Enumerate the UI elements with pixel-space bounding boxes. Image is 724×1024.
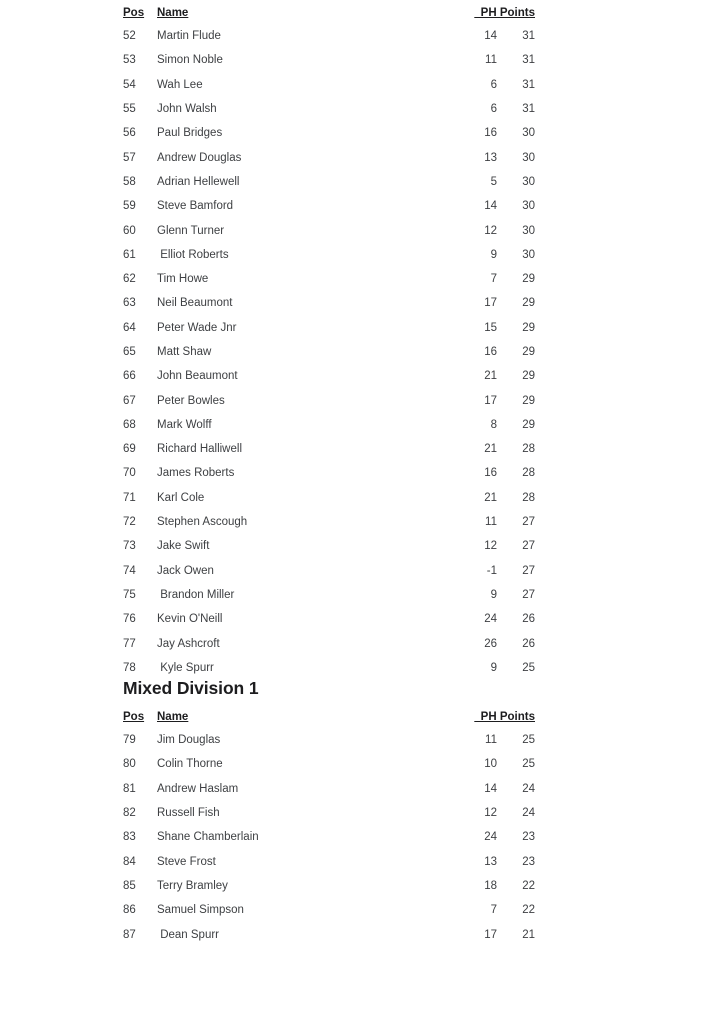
points-cell: 28: [522, 467, 535, 480]
ph-cell: 9: [490, 248, 497, 261]
points-cell: 30: [522, 151, 535, 164]
points-cell: 27: [522, 588, 535, 601]
name-cell: Jay Ashcroft: [157, 637, 220, 650]
ph-cell: 14: [484, 30, 497, 43]
pos-cell: 75: [123, 588, 136, 601]
ph-cell: 12: [484, 807, 497, 820]
name-cell: Jack Owen: [157, 564, 214, 577]
table-row: [123, 607, 724, 631]
pos-cell: 56: [123, 127, 136, 140]
table-row: [123, 243, 724, 267]
ph-cell: 11: [485, 54, 497, 67]
name-cell: Stephen Ascough: [157, 516, 248, 529]
table-row: [123, 801, 724, 825]
points-cell: 26: [522, 637, 535, 650]
pos-cell: 83: [123, 831, 136, 844]
points-cell: 22: [522, 879, 535, 892]
division-section: [123, 2, 724, 680]
pos-cell: 68: [123, 418, 136, 431]
name-cell: Shane Chamberlain: [157, 831, 259, 844]
pos-cell: 77: [123, 637, 136, 650]
points-cell: 29: [522, 321, 535, 334]
pos-header: Pos: [123, 7, 145, 19]
table-row: [123, 170, 724, 194]
name-cell: Kyle Spurr: [157, 661, 214, 674]
points-cell: 31: [522, 54, 535, 67]
ph-cell: 24: [484, 831, 497, 844]
points-cell: 29: [522, 418, 535, 431]
pos-cell: 79: [123, 734, 136, 747]
name-cell: Simon Noble: [157, 54, 223, 67]
table-row: [123, 73, 724, 97]
pos-cell: 67: [123, 394, 136, 407]
name-cell: James Roberts: [157, 467, 235, 480]
table-header-row: [123, 706, 724, 728]
name-cell: Richard Halliwell: [157, 443, 242, 456]
pos-cell: 70: [123, 467, 136, 480]
points-cell: 24: [522, 782, 535, 795]
pos-cell: 61: [123, 248, 136, 261]
points-cell: 21: [522, 928, 535, 941]
pos-header-cell: [123, 7, 157, 19]
points-cell: 28: [522, 443, 535, 456]
pos-cell: 69: [123, 443, 136, 456]
name-cell: Martin Flude: [157, 30, 221, 43]
division-section: [123, 678, 724, 947]
pos-cell: 82: [123, 807, 136, 820]
points-cell: 25: [522, 661, 535, 674]
name-cell: Samuel Simpson: [157, 904, 244, 917]
points-cell: 30: [522, 248, 535, 261]
table-row: [123, 534, 724, 558]
pos-cell: 63: [123, 297, 136, 310]
pos-cell: 81: [123, 782, 136, 795]
name-cell: Adrian Hellewell: [157, 175, 240, 188]
ph-points-header: PH Points: [474, 7, 535, 19]
points-cell: 25: [522, 734, 535, 747]
points-cell: 29: [522, 273, 535, 286]
table-row: [123, 316, 724, 340]
name-cell: Matt Shaw: [157, 346, 212, 358]
points-cell: 30: [522, 127, 535, 140]
points-cell: 25: [522, 758, 535, 771]
table-row: [123, 631, 724, 655]
ph-cell: 12: [484, 224, 497, 237]
name-header: Name: [157, 7, 189, 19]
ph-cell: 12: [484, 540, 497, 553]
table-row: [123, 728, 724, 752]
pos-cell: 87: [123, 928, 136, 941]
ph-cell: 7: [490, 273, 497, 286]
pos-cell: 60: [123, 224, 136, 237]
pos-cell: 57: [123, 151, 136, 164]
name-header: Name: [157, 711, 189, 724]
points-cell: 29: [522, 346, 535, 358]
table-row: [123, 825, 724, 849]
table-header-row: [123, 2, 724, 24]
pos-cell: 58: [123, 175, 136, 188]
table-row: [123, 486, 724, 510]
name-cell: Neil Beaumont: [157, 297, 233, 310]
name-header-cell: [157, 711, 447, 723]
pos-cell: 59: [123, 200, 136, 213]
ph-cell: 17: [484, 297, 497, 310]
name-cell: Karl Cole: [157, 491, 205, 504]
points-cell: 29: [522, 370, 535, 383]
ph-points-header: PH Points: [474, 711, 535, 724]
table-row: [123, 340, 724, 364]
ph-cell: -1: [486, 564, 497, 577]
pos-cell: 71: [123, 491, 136, 504]
table-row: [123, 777, 724, 801]
name-cell: Paul Bridges: [157, 127, 223, 140]
pos-cell: 80: [123, 758, 136, 771]
table-body: [123, 24, 724, 680]
pos-cell: 86: [123, 904, 136, 917]
ph-cell: 9: [490, 661, 497, 674]
pos-cell: 64: [123, 321, 136, 334]
pos-cell: 72: [123, 516, 136, 529]
ph-cell: 6: [490, 103, 497, 116]
pos-cell: 53: [123, 54, 136, 67]
pos-cell: 52: [123, 30, 136, 43]
ph-cell: 24: [484, 613, 497, 626]
table-row: [123, 218, 724, 242]
table-row: [123, 898, 724, 922]
table-row: [123, 510, 724, 534]
name-cell: Brandon Miller: [157, 588, 235, 601]
name-cell: Dean Spurr: [157, 928, 220, 941]
ph-cell: 13: [484, 855, 497, 868]
table-row: [123, 922, 724, 946]
points-cell: 27: [522, 564, 535, 577]
ph-cell: 16: [484, 467, 497, 480]
table-row: [123, 656, 724, 680]
pos-cell: 55: [123, 103, 136, 116]
name-header-cell: [157, 7, 447, 19]
ph-cell: 21: [484, 370, 497, 383]
pos-cell: 62: [123, 273, 136, 286]
name-cell: Colin Thorne: [157, 758, 223, 771]
points-cell: 22: [522, 904, 535, 917]
table-body: [123, 728, 724, 947]
ph-cell: 17: [484, 928, 497, 941]
name-cell: Terry Bramley: [157, 879, 228, 892]
ph-cell: 9: [490, 588, 497, 601]
pos-cell: 73: [123, 540, 136, 553]
pos-cell: 74: [123, 564, 136, 577]
points-cell: 29: [522, 394, 535, 407]
pos-cell: 66: [123, 370, 136, 383]
table-row: [123, 583, 724, 607]
table-row: [123, 437, 724, 461]
table-row: [123, 850, 724, 874]
name-cell: Elliot Roberts: [157, 248, 229, 261]
name-cell: Peter Wade Jnr: [157, 321, 237, 334]
table-row: [123, 461, 724, 485]
name-cell: John Beaumont: [157, 370, 238, 383]
ph-cell: 26: [484, 637, 497, 650]
name-cell: Andrew Douglas: [157, 151, 242, 164]
name-cell: Steve Frost: [157, 855, 216, 868]
table-row: [123, 194, 724, 218]
ph-cell: 10: [484, 758, 497, 771]
pos-cell: 84: [123, 855, 136, 868]
table-row: [123, 388, 724, 412]
ph-cell: 21: [484, 443, 497, 456]
points-cell: 31: [522, 103, 535, 116]
division-heading: Mixed Division 1: [123, 678, 259, 699]
points-cell: 26: [522, 613, 535, 626]
ph-cell: 14: [484, 782, 497, 795]
name-cell: Kevin O'Neill: [157, 613, 223, 626]
name-cell: Russell Fish: [157, 807, 220, 820]
table-row: [123, 364, 724, 388]
ph-cell: 8: [490, 418, 497, 431]
ph-cell: 11: [485, 516, 497, 529]
points-cell: 24: [522, 807, 535, 820]
table-row: [123, 24, 724, 48]
table-row: [123, 267, 724, 291]
points-cell: 28: [522, 491, 535, 504]
table-row: [123, 145, 724, 169]
ph-cell: 11: [485, 734, 497, 747]
ph-cell: 14: [484, 200, 497, 213]
pos-header-cell: [123, 711, 157, 723]
ph-cell: 16: [484, 127, 497, 140]
name-cell: Jim Douglas: [157, 734, 221, 747]
table-row: [123, 752, 724, 776]
name-cell: Mark Wolff: [157, 418, 212, 431]
name-cell: John Walsh: [157, 103, 217, 116]
ph-cell: 16: [484, 346, 497, 358]
pos-cell: 65: [123, 346, 136, 358]
ph-cell: 13: [484, 151, 497, 164]
points-cell: 31: [522, 30, 535, 43]
name-cell: Peter Bowles: [157, 394, 225, 407]
name-cell: Andrew Haslam: [157, 782, 239, 795]
table-row: [123, 874, 724, 898]
points-cell: 30: [522, 200, 535, 213]
points-cell: 27: [522, 516, 535, 529]
pos-header: Pos: [123, 711, 145, 724]
pos-cell: 76: [123, 613, 136, 626]
points-cell: 29: [522, 297, 535, 310]
name-cell: Jake Swift: [157, 540, 210, 553]
table-row: [123, 413, 724, 437]
points-cell: 30: [522, 175, 535, 188]
name-cell: Steve Bamford: [157, 200, 234, 213]
points-cell: 31: [522, 78, 535, 91]
points-cell: 23: [522, 831, 535, 844]
points-cell: 23: [522, 855, 535, 868]
name-cell: Tim Howe: [157, 273, 209, 286]
pos-cell: 54: [123, 78, 136, 91]
pos-cell: 78: [123, 661, 136, 674]
table-row: [123, 291, 724, 315]
points-cell: 27: [522, 540, 535, 553]
ph-cell: 21: [484, 491, 497, 504]
pos-cell: 85: [123, 879, 136, 892]
ph-cell: 15: [484, 321, 497, 334]
table-row: [123, 121, 724, 145]
ph-cell: 17: [484, 394, 497, 407]
ph-cell: 7: [490, 904, 497, 917]
name-cell: Glenn Turner: [157, 224, 225, 237]
ph-cell: 18: [484, 879, 497, 892]
ph-cell: 5: [490, 175, 497, 188]
table-row: [123, 48, 724, 72]
table-row: [123, 97, 724, 121]
points-cell: 30: [522, 224, 535, 237]
ph-cell: 6: [490, 78, 497, 91]
table-row: [123, 559, 724, 583]
name-cell: Wah Lee: [157, 78, 203, 91]
